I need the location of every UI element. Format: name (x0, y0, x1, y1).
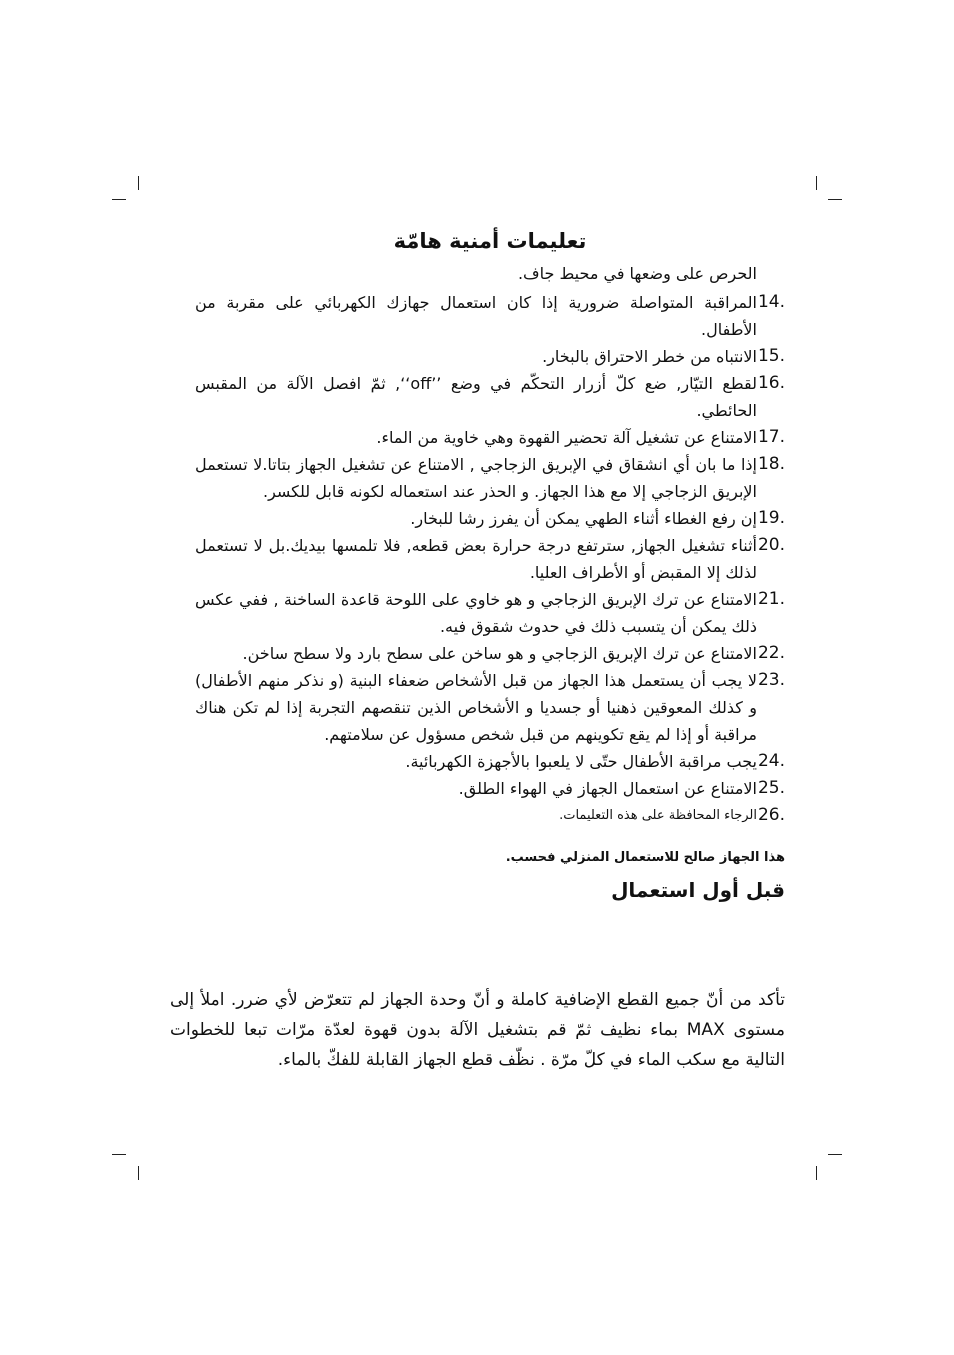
before-first-use-text: تأكد من أنّ جميع القطع الإضافية كاملة و أنّ وحدة الجهاز لم تتعرّض لأي ضرر. املأ إلى مستوى MAX بماء نظيف ثمّ قم بتشغيل الآلة بدون قهوة لعدّة مرّات تبعا للخطوات التالية مع سكب الماء في كلّ مرّة . نظّف قطع الجهاز القابلة للفكّ بالماء. (170, 990, 785, 1070)
item-text: المراقبة المتواصلة ضرورية إذا كان استعمال جهازك الكهربائي على مقربة من الأطفال. (195, 293, 757, 339)
instruction-item-22 (195, 640, 785, 667)
instruction-item-14 (195, 289, 785, 343)
item-text: الانتباه من خطر الاحتراق بالبخار. (542, 347, 757, 366)
before-first-use-section (170, 985, 785, 1075)
item-text: الرجاء المحافظة على هذه التعليمات. (559, 808, 757, 823)
crop-mark-top-left-horizontal (112, 199, 126, 200)
instruction-item-17 (195, 424, 785, 451)
item-text: الامتناع عن تشغيل آلة تحضير القهوة وهي خاوية من الماء. (376, 428, 757, 447)
crop-mark-bottom-right-vertical (816, 1166, 817, 1180)
item-number: 19. (757, 508, 785, 528)
instruction-item-21 (195, 586, 785, 640)
household-use-note: هذا الجهاز صالح للاستعمال المنزلي فحسب. (505, 850, 785, 865)
crop-mark-bottom-left-vertical (138, 1166, 139, 1180)
item-number: 26. (757, 805, 785, 825)
item-number: 22. (757, 643, 785, 663)
instruction-item-24 (195, 748, 785, 775)
instruction-item-25 (195, 775, 785, 802)
item-number: 18. (757, 454, 785, 474)
section-heading-before-first-use: قبل أول استعمال (611, 878, 785, 902)
instruction-list (195, 289, 785, 829)
item-number: 20. (757, 535, 785, 555)
item-number: 25. (757, 778, 785, 798)
item-number: 16. (757, 373, 785, 393)
instruction-item-20 (195, 532, 785, 586)
instruction-item-26 (195, 802, 785, 829)
instruction-item-18 (195, 451, 785, 505)
item-text: يجب مراقبة الأطفال حتّى لا يلعبوا بالأجهزة الكهربائية. (405, 752, 757, 771)
instruction-item-16 (195, 370, 785, 424)
item-number: 14. (757, 292, 785, 312)
item-text: إذا ما بان أي انشقاق في الإبريق الزجاجي , الامتناع عن تشغيل الجهاز بتاتا.لا تستعمل الإبريق الزجاجي إلا مع هذا الجهاز. و الحذر عند استعماله لكونه قابل للكسر. (195, 455, 757, 501)
item-text: لقطع التيّار, ضع كلّ أزرار التحكّم في وضع ’’off‘‘, ثمّ افصل الآلة من المقبس الحائطي. (195, 374, 758, 420)
item-text: الامتناع عن ترك الإبريق الزجاجي و هو ساخن على سطح بارد ولا سطح ساخن. (242, 644, 757, 663)
item-text: لا يجب أن يستعمل هذا الجهاز من قبل الأشخاص ضعفاء البنية (و نذكر منهم الأطفال) و كذلك المعوقين ذهنيا أو جسديا و الأشخاص الذين تنقصهم التجربة إذا لم تكن هناك مراقبة أو إذا لم يقع تكوينهم من قبل شخص مسؤول عن سلامتهم. (195, 671, 757, 744)
crop-mark-top-right-vertical (816, 176, 817, 190)
item-number: 23. (757, 670, 785, 690)
item-number: 21. (757, 589, 785, 609)
crop-mark-top-right-horizontal (828, 199, 842, 200)
instruction-item-23 (195, 667, 785, 748)
instruction-item-19 (195, 505, 785, 532)
continuation-text: الحرص على وضعها في محيط جاف. (517, 264, 757, 283)
item-text: الامتناع عن ترك الإبريق الزجاجي و هو خاوي على اللوحة قاعدة الساخنة , ففي عكس ذلك يمكن أن يتسبب ذلك في حدوث شقوق فيه. (195, 590, 757, 636)
crop-mark-bottom-left-horizontal (112, 1154, 126, 1155)
crop-mark-bottom-right-horizontal (828, 1154, 842, 1155)
item-number: 24. (757, 751, 785, 771)
item-text: الامتناع عن استعمال الجهاز في الهواء الطلق. (458, 779, 757, 798)
item-text: أثناء تشغيل الجهاز, سترتفع درجة حرارة بعض قطعه, فلا تلمسها بيديك.بل لا تستعمل لذلك إلا المقبض أو الأطراف العليا. (195, 536, 757, 582)
safety-instructions-section (195, 226, 785, 915)
page-title: تعليمات أمنية هامّة (393, 229, 587, 253)
item-number: 17. (757, 427, 785, 447)
item-number: 15. (757, 346, 785, 366)
crop-mark-top-left-vertical (138, 176, 139, 190)
item-text: إن رفع الغطاء أثناء الطهي يمكن أن يفرز رشا للبخار. (410, 509, 757, 528)
instruction-item-15 (195, 343, 785, 370)
